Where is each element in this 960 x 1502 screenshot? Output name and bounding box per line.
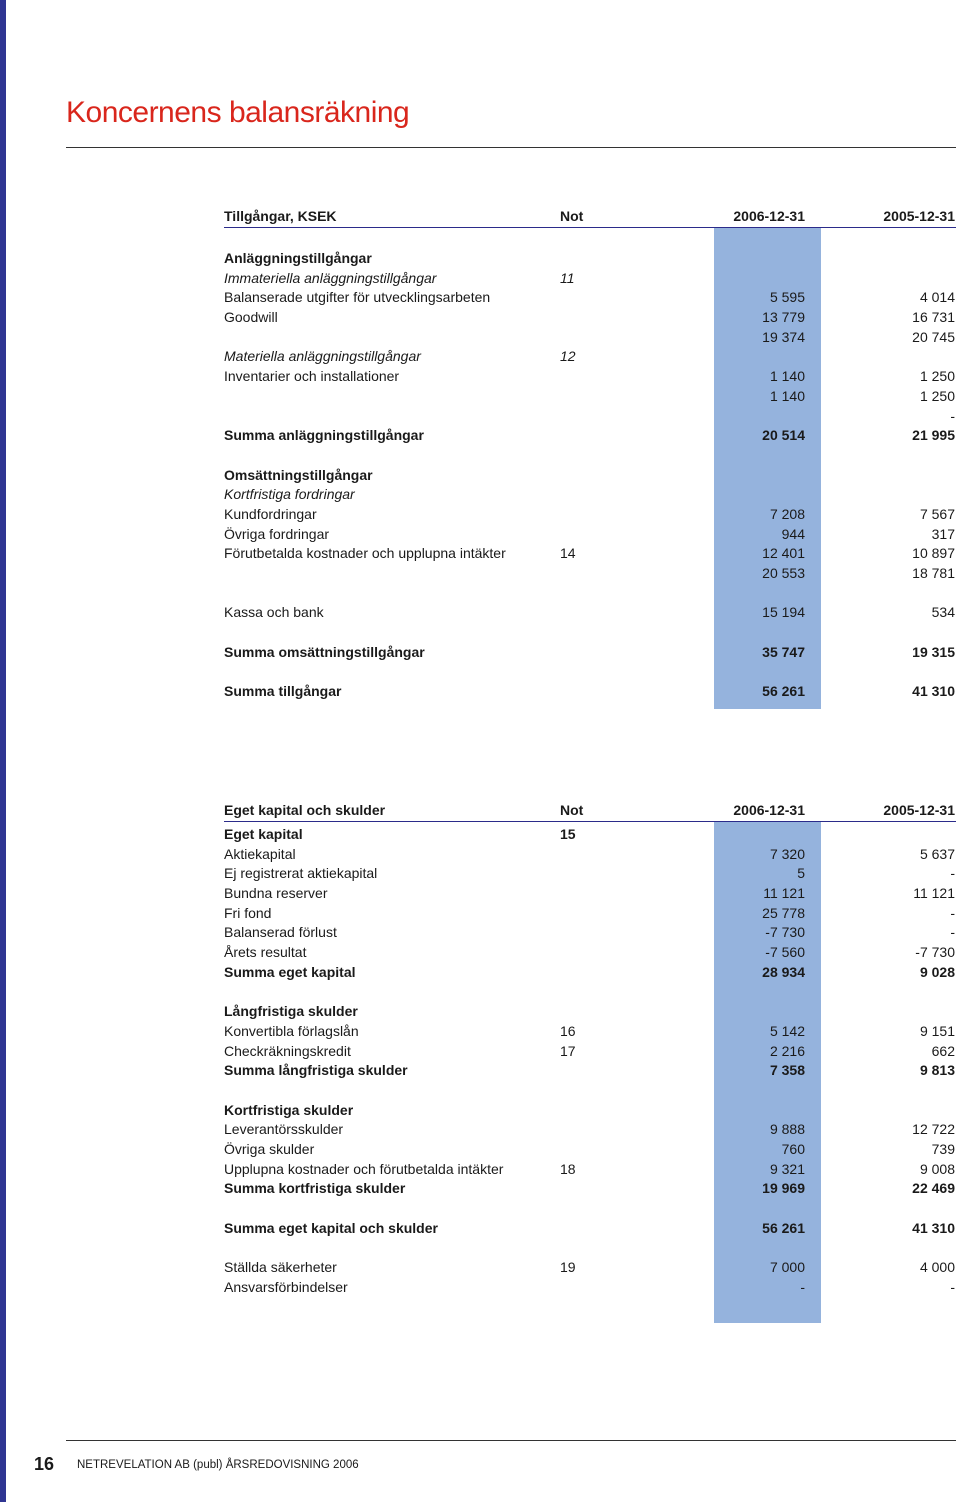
cell-label: Förutbetalda kostnader och upplupna intäkter: [224, 545, 506, 562]
assets-row: [224, 328, 956, 348]
cell-not: 18: [560, 1160, 576, 1177]
cell-label: Ansvarsförbindelser: [224, 1278, 348, 1295]
cell-label: Summa tillgångar: [224, 683, 342, 700]
cell-v2: 21 995: [912, 427, 955, 444]
assets-header-row: [224, 205, 956, 228]
cell-label: Övriga skulder: [224, 1141, 315, 1157]
cell-v2: -: [950, 904, 955, 921]
cell-v2: -: [950, 407, 955, 424]
assets-row: [224, 367, 956, 387]
cell-v2: 41 310: [912, 683, 955, 700]
liabilities-table: [224, 799, 956, 1298]
cell-v1: 1 140: [769, 368, 805, 385]
spacer: [224, 623, 956, 643]
cell-label: Summa kortfristiga skulder: [224, 1180, 406, 1197]
assets-rows: [224, 249, 956, 702]
assets-row: [224, 466, 956, 486]
cell-v2: 7 567: [919, 505, 955, 522]
cell-v2: 534: [931, 604, 955, 621]
cell-v1: 15 194: [762, 604, 805, 621]
cell-v1: 35 747: [762, 643, 805, 660]
cell-not: 14: [560, 545, 576, 562]
footer-text: NETREVELATION AB (publ) ÅRSREDOVISNING 2006: [77, 1459, 359, 1471]
cell-v1: 9 888: [769, 1121, 805, 1138]
cell-label: Inventarier och installationer: [224, 368, 400, 385]
assets-row: [224, 485, 956, 505]
assets-header-col2: 2005-12-31: [883, 208, 955, 224]
liabilities-row: [224, 1061, 956, 1081]
assets-row: [224, 544, 956, 564]
liabilities-row: [224, 825, 956, 845]
spacer: [224, 446, 956, 466]
liabilities-row: [224, 884, 956, 904]
cell-v1: -7 730: [765, 924, 805, 941]
cell-not: 12: [560, 348, 576, 365]
assets-header-not: Not: [560, 208, 584, 224]
cell-v1: 7 000: [769, 1259, 805, 1276]
liabilities-row: [224, 963, 956, 983]
cell-label: Omsättningstillgångar: [224, 466, 373, 483]
cell-label: Årets resultat: [224, 944, 307, 961]
assets-row: [224, 347, 956, 367]
cell-v1: 28 934: [762, 963, 805, 980]
cell-label: Balanserad förlust: [224, 924, 337, 941]
cell-v1: 19 374: [762, 328, 805, 345]
liabilities-header-not: Not: [560, 802, 584, 818]
liabilities-row: [224, 845, 956, 865]
cell-v1: 25 778: [762, 904, 805, 921]
cell-v1: 5: [797, 865, 805, 882]
spacer: [224, 983, 956, 1003]
cell-v2: 5 637: [919, 845, 955, 862]
assets-row: [224, 682, 956, 702]
cell-v2: 22 469: [912, 1180, 955, 1197]
cell-v2: 9 028: [919, 963, 955, 980]
assets-row: [224, 603, 956, 623]
cell-label: Långfristiga skulder: [224, 1003, 358, 1020]
cell-label: Summa eget kapital: [224, 963, 356, 980]
title-divider: [66, 147, 956, 148]
spacer: [224, 228, 956, 249]
cell-v2: -: [950, 865, 955, 882]
cell-label: Ej registrerat aktiekapital: [224, 865, 378, 882]
cell-label: Anläggningstillgångar: [224, 250, 372, 266]
assets-row: [224, 505, 956, 525]
cell-label: Aktiekapital: [224, 845, 296, 862]
page-number: 16: [34, 1454, 55, 1474]
liabilities-row: [224, 1219, 956, 1239]
cell-label: Kortfristiga fordringar: [224, 486, 355, 503]
liabilities-row: [224, 1278, 956, 1298]
spacer: [224, 1238, 956, 1258]
cell-v1: 7 208: [769, 505, 805, 522]
spacer: [224, 1199, 956, 1219]
liabilities-row: [224, 1022, 956, 1042]
assets-row: [224, 525, 956, 545]
cell-label: Övriga fordringar: [224, 525, 330, 542]
cell-v1: 5 595: [769, 289, 805, 306]
cell-label: Goodwill: [224, 309, 278, 326]
cell-not: 16: [560, 1022, 576, 1039]
cell-v2: 662: [931, 1042, 955, 1059]
cell-label: Upplupna kostnader och förutbetalda intäkter: [224, 1160, 504, 1177]
cell-v1: 56 261: [762, 683, 805, 700]
cell-label: Fri fond: [224, 904, 272, 921]
liabilities-row: [224, 1042, 956, 1062]
cell-label: Konvertibla förlagslån: [224, 1022, 359, 1039]
cell-label: Kundfordringar: [224, 505, 317, 522]
cell-v2: 41 310: [912, 1219, 955, 1236]
liabilities-row: [224, 943, 956, 963]
cell-v2: 4 000: [919, 1259, 955, 1276]
cell-not: 15: [560, 826, 576, 842]
cell-v1: -7 560: [765, 944, 805, 961]
assets-header-col1: 2006-12-31: [733, 208, 805, 224]
liabilities-row: [224, 1002, 956, 1022]
cell-v2: 12 722: [912, 1121, 955, 1138]
cell-v2: 18 781: [912, 565, 955, 581]
cell-label: Kassa och bank: [224, 604, 324, 621]
cell-v2: 11 121: [913, 885, 955, 902]
cell-v2: 9 008: [919, 1160, 955, 1177]
cell-label: Summa eget kapital och skulder: [224, 1219, 438, 1236]
liabilities-row: [224, 904, 956, 924]
cell-v1: 944: [781, 525, 805, 542]
cell-v1: 9 321: [769, 1160, 805, 1177]
cell-v1: -: [800, 1278, 805, 1295]
liabilities-row: [224, 1120, 956, 1140]
assets-row: [224, 387, 956, 407]
spacer: [224, 584, 956, 604]
cell-not: 11: [560, 269, 575, 286]
assets-row: [224, 308, 956, 328]
liabilities-row: [224, 1258, 956, 1278]
cell-label: Bundna reserver: [224, 885, 328, 902]
assets-header-label: Tillgångar, KSEK: [224, 208, 337, 224]
spacer: [224, 1081, 956, 1101]
cell-label: Eget kapital: [224, 826, 303, 842]
cell-v1: 11 121: [763, 885, 805, 902]
cell-v1: 1 140: [769, 387, 805, 404]
assets-row: [224, 407, 956, 427]
cell-v2: 9 813: [919, 1062, 955, 1079]
cell-not: 17: [560, 1042, 576, 1059]
cell-v2: -7 730: [915, 944, 955, 961]
cell-v2: 9 151: [919, 1022, 955, 1039]
cell-v1: 19 969: [762, 1180, 805, 1197]
cell-v2: 1 250: [919, 368, 955, 385]
liabilities-rows: [224, 825, 956, 1298]
cell-v1: 13 779: [762, 309, 805, 326]
liabilities-row: [224, 864, 956, 884]
cell-v2: 16 731: [912, 309, 955, 326]
liabilities-header-col1: 2006-12-31: [733, 802, 805, 818]
cell-v2: 20 745: [912, 328, 955, 345]
cell-label: Balanserade utgifter för utvecklingsarbeten: [224, 289, 491, 306]
assets-row: [224, 269, 956, 289]
liabilities-header-label: Eget kapital och skulder: [224, 802, 386, 818]
cell-v2: 317: [931, 525, 955, 542]
cell-v1: 20 553: [762, 565, 805, 581]
footer-divider: [66, 1440, 956, 1441]
cell-v1: 760: [781, 1141, 805, 1157]
cell-v2: -: [950, 924, 955, 941]
cell-label: Kortfristiga skulder: [224, 1101, 354, 1118]
cell-v1: 12 401: [762, 545, 805, 562]
left-accent-bar: [0, 0, 6, 1502]
cell-v1: 2 216: [769, 1042, 805, 1059]
cell-not: 19: [560, 1259, 576, 1276]
cell-label: Materiella anläggningstillgångar: [224, 348, 421, 365]
cell-v2: 19 315: [912, 643, 955, 660]
cell-v1: 7 320: [769, 845, 805, 862]
cell-v2: 10 897: [912, 545, 955, 562]
assets-row: [224, 249, 956, 269]
liabilities-header-col2: 2005-12-31: [883, 802, 955, 818]
assets-table: [224, 205, 956, 702]
cell-label: Leverantörsskulder: [224, 1121, 344, 1138]
liabilities-row: [224, 1160, 956, 1180]
cell-v2: 1 250: [919, 387, 955, 404]
cell-v2: -: [950, 1278, 955, 1295]
spacer: [224, 662, 956, 682]
cell-v1: 56 261: [762, 1219, 805, 1236]
liabilities-row: [224, 1179, 956, 1199]
assets-row: [224, 426, 956, 446]
assets-row: [224, 288, 956, 308]
cell-label: Summa omsättningstillgångar: [224, 643, 425, 660]
cell-v2: 739: [931, 1141, 955, 1157]
assets-row: [224, 643, 956, 663]
page-title: Koncernens balansräkning: [66, 96, 410, 129]
assets-row: [224, 564, 956, 584]
cell-label: Summa långfristiga skulder: [224, 1062, 408, 1079]
liabilities-header-row: [224, 799, 956, 822]
cell-v1: 20 514: [762, 427, 805, 444]
liabilities-row: [224, 1140, 956, 1160]
cell-v2: 4 014: [919, 289, 955, 306]
cell-label: Summa anläggningstillgångar: [224, 427, 424, 444]
liabilities-row: [224, 923, 956, 943]
cell-label: Ställda säkerheter: [224, 1259, 337, 1276]
cell-label: Checkräkningskredit: [224, 1042, 351, 1059]
cell-label: Immateriella anläggningstillgångar: [224, 269, 437, 286]
liabilities-row: [224, 1101, 956, 1121]
cell-v1: 5 142: [769, 1022, 805, 1039]
cell-v1: 7 358: [769, 1062, 805, 1079]
